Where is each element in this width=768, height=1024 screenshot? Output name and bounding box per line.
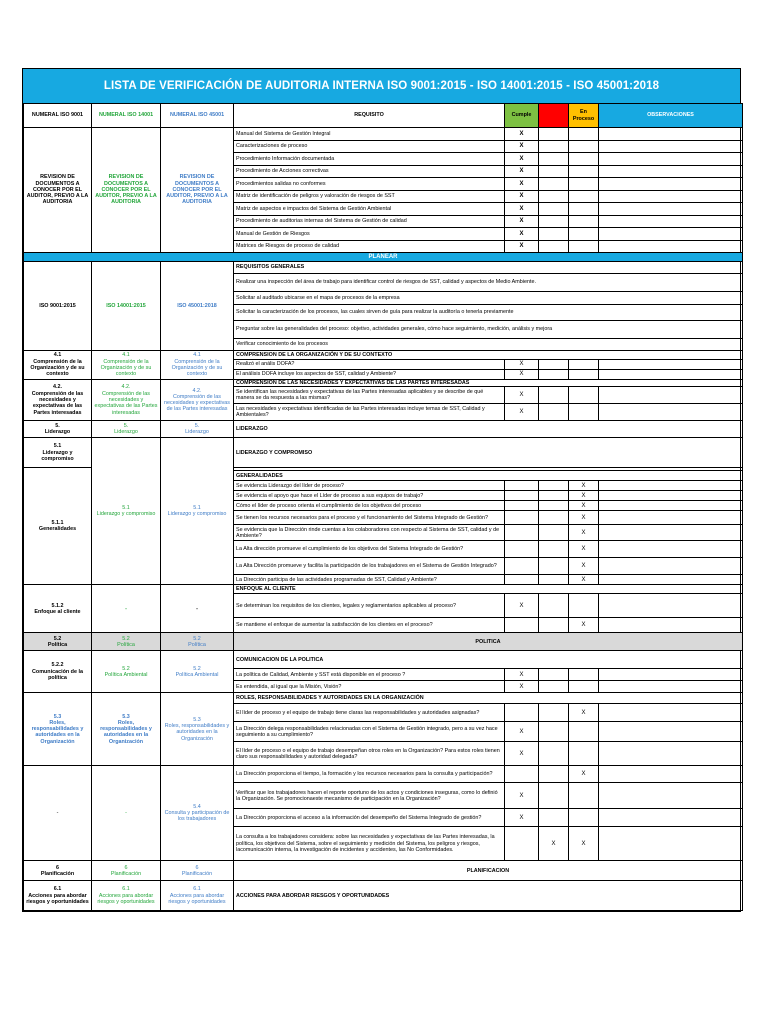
en-proceso-mark[interactable]: X xyxy=(569,481,599,491)
no-cumple-mark[interactable] xyxy=(539,618,569,633)
requisito-cell: Matrices de Riesgos de proceso de calidad xyxy=(234,240,505,253)
cumple-mark[interactable] xyxy=(505,541,539,558)
no-cumple-mark[interactable] xyxy=(539,404,569,421)
no-cumple-mark[interactable] xyxy=(539,525,569,541)
requisito-cell: Cómo el líder de proceso orienta el cumplimiento de los objetivos del proceso xyxy=(234,501,505,511)
generales-14001-cell: ISO 14001:2015 xyxy=(92,262,161,351)
no-cumple-mark[interactable] xyxy=(539,240,569,253)
observaciones-cell[interactable] xyxy=(599,722,743,742)
requisito-cell: La Dirección proporciona el tiempo, la formación y los recursos necesarios para la consulta y participación? xyxy=(234,766,505,783)
en-proceso-mark[interactable]: X xyxy=(569,558,599,575)
cumple-mark[interactable]: X xyxy=(505,722,539,742)
cumple-mark[interactable]: X xyxy=(505,165,539,178)
com-politica-14001-cell: 5.2 Política Ambiental xyxy=(92,651,161,693)
requisito-cell: Se evidencia el apoyo que hace el Líder de proceso a sus equipos de trabajo? xyxy=(234,491,505,501)
requisito-cell: Procedimiento de Acciones correctivas xyxy=(234,165,505,178)
observaciones-cell[interactable] xyxy=(599,360,743,370)
observaciones-cell[interactable] xyxy=(599,215,743,228)
requisito-cell: La Dirección proporciona el acceso a la información del desempeño del Sistema Integrado de gestión? xyxy=(234,809,505,827)
cumple-mark[interactable] xyxy=(505,491,539,501)
section-heading: LIDERAZGO Y COMPROMISO xyxy=(234,438,743,468)
consulta-9001-cell: - xyxy=(24,766,92,861)
section-heading: REQUISITOS GENERALES xyxy=(234,262,743,274)
en-proceso-mark[interactable] xyxy=(569,153,599,166)
observaciones-cell[interactable] xyxy=(599,618,743,633)
section-heading: COMUNICACION DE LA POLITICA xyxy=(234,651,743,669)
observaciones-cell[interactable] xyxy=(599,742,743,766)
no-cumple-mark[interactable] xyxy=(539,511,569,525)
cumple-mark[interactable]: X xyxy=(505,370,539,380)
consulta-45001-cell: 5.4 Consulta y participación de los trabajadores xyxy=(161,766,234,861)
no-cumple-mark[interactable] xyxy=(539,153,569,166)
cumple-mark[interactable]: X xyxy=(505,190,539,203)
en-proceso-mark[interactable]: X xyxy=(569,704,599,722)
no-cumple-header: No Cumple xyxy=(539,104,569,128)
cliente-45001-cell: - xyxy=(161,585,234,633)
numeral-9001-header: NUMERAL ISO 9001 xyxy=(24,104,92,128)
no-cumple-mark[interactable] xyxy=(539,558,569,575)
en-proceso-mark[interactable]: X xyxy=(569,766,599,783)
requisito-cell: Se identifican las necesidades y expectativas de las Partes interesadas aplicables y se describe de qué manera se da respuesta a las mismas? xyxy=(234,387,505,404)
header-row xyxy=(24,104,743,128)
en-proceso-mark[interactable] xyxy=(569,360,599,370)
observaciones-cell[interactable] xyxy=(599,240,743,253)
observaciones-cell[interactable] xyxy=(599,525,743,541)
requisito-cell: Es entendida, al igual que la Misión, Visión? xyxy=(234,681,505,693)
requisito-cell: Matriz de identificación de peligros y valoración de riesgos de SST xyxy=(234,190,505,203)
contexto-14001-cell: 4.1 Comprensión de la Organización y de su contexto xyxy=(92,351,161,380)
partes-9001-cell: 4.2. Comprensión de las necesidades y expectativas de las Partes interesadas xyxy=(24,380,92,421)
cumple-mark[interactable]: X xyxy=(505,228,539,241)
section-heading: ENFOQUE AL CLIENTE xyxy=(234,585,743,594)
observaciones-cell[interactable] xyxy=(599,575,743,585)
requisito-cell: Manual del Sistema de Gestión Integral xyxy=(234,128,505,141)
politica-14001-cell: 5.2 Política xyxy=(92,633,161,651)
en-proceso-mark[interactable]: X xyxy=(569,618,599,633)
section-heading: COMPRENSION DE LA ORGANIZACIÓN Y DE SU CONTEXTO xyxy=(234,351,743,360)
generales-9001-cell: ISO 9001:2015 xyxy=(24,262,92,351)
liderazgo-45001-cell: 5. Liderazgo xyxy=(161,421,234,438)
requisito-cell: Solicitar al auditado ubicarse en el mapa de procesos de la empresa xyxy=(234,292,743,305)
requisito-cell: La Alta Dirección promueve y facilita la participación de los trabajadores en el Sistema de Gestión Integrado? xyxy=(234,558,505,575)
section-heading: LIDERAZGO xyxy=(234,421,743,438)
table-row xyxy=(24,861,743,881)
en-proceso-mark[interactable] xyxy=(569,681,599,693)
document-title: LISTA DE VERIFICACIÓN DE AUDITORIA INTERNA ISO 9001:2015 - ISO 14001:2015 - ISO 45001:2018 xyxy=(23,69,740,103)
planificacion-9001-cell: 6 Planificación xyxy=(24,861,92,881)
observaciones-cell[interactable] xyxy=(599,501,743,511)
requisito-cell: Verificar conocimiento de los procesos xyxy=(234,339,743,351)
planear-row xyxy=(24,253,743,262)
cumple-mark[interactable] xyxy=(505,575,539,585)
politica-9001-cell: 5.2 Política xyxy=(24,633,92,651)
no-cumple-mark[interactable] xyxy=(539,491,569,501)
no-cumple-mark[interactable] xyxy=(539,742,569,766)
observaciones-cell[interactable] xyxy=(599,370,743,380)
requisito-cell: El líder de proceso y el equipo de trabajo tiene claras las responsabilidades y autoridades asignadas? xyxy=(234,704,505,722)
cumple-mark[interactable] xyxy=(505,827,539,861)
observaciones-cell[interactable] xyxy=(599,594,743,618)
revision-14001-cell: REVISION DE DOCUMENTOS A CONOCER POR EL AUDITOR, PREVIO A LA AUDITORIA xyxy=(92,128,161,253)
table-row xyxy=(24,438,743,468)
en-proceso-header: En Proceso xyxy=(569,104,599,128)
requisito-header: REQUISITO xyxy=(234,104,505,128)
no-cumple-mark[interactable] xyxy=(539,140,569,153)
contexto-45001-cell: 4.1 Comprensión de la Organización y de su contexto xyxy=(161,351,234,380)
table-row xyxy=(24,633,743,651)
cumple-mark[interactable] xyxy=(505,618,539,633)
requisito-cell: La consulta a los trabajadores considera: sobre las necesidades y expectativas de las Partes interesadas, la política, los objetivos del Sistema, sobre el seguimiento y medición del Sistema, los peligros y riesgos, lacomunicación interna, la investigación de incidentes y accidentes, las No Conformidades. xyxy=(234,827,505,861)
observaciones-cell[interactable] xyxy=(599,228,743,241)
no-cumple-mark[interactable] xyxy=(539,360,569,370)
en-proceso-mark[interactable] xyxy=(569,215,599,228)
en-proceso-mark[interactable]: X xyxy=(569,525,599,541)
en-proceso-mark[interactable] xyxy=(569,190,599,203)
roles-45001-cell: 5.3 Roles, responsabilidades y autoridades en la Organización xyxy=(161,693,234,766)
cumple-mark[interactable]: X xyxy=(505,128,539,141)
requisito-cell: Realizó el anális DOFA? xyxy=(234,360,505,370)
table-row xyxy=(24,766,743,783)
no-cumple-mark[interactable]: X xyxy=(539,827,569,861)
cumple-mark[interactable] xyxy=(505,525,539,541)
cliente-9001-cell: 5.1.2 Enfoque al cliente xyxy=(24,585,92,633)
en-proceso-mark[interactable] xyxy=(569,809,599,827)
roles-14001-cell: 5.3 Roles, responsabilidades y autoridades en la Organización xyxy=(92,693,161,766)
no-cumple-mark[interactable] xyxy=(539,203,569,216)
en-proceso-mark[interactable] xyxy=(569,594,599,618)
observaciones-cell[interactable] xyxy=(599,681,743,693)
politica-45001-cell: 5.2 Política xyxy=(161,633,234,651)
cumple-mark[interactable] xyxy=(505,481,539,491)
requisito-cell: Verificar que los trabajadores hacen el reporte oportuno de los actos y condiciones inseguras, como lo definió la Organización. Se promocionaeste mecanismo de participación en la Organización? xyxy=(234,783,505,809)
observaciones-cell[interactable] xyxy=(599,140,743,153)
observaciones-cell[interactable] xyxy=(599,827,743,861)
checklist-table xyxy=(23,103,743,911)
observaciones-cell[interactable] xyxy=(599,481,743,491)
observaciones-cell[interactable] xyxy=(599,203,743,216)
no-cumple-mark[interactable] xyxy=(539,387,569,404)
partes-45001-cell: 4.2. Comprensión de las necesidades y expectativas de las Partes interesadas xyxy=(161,380,234,421)
observaciones-cell[interactable] xyxy=(599,704,743,722)
cumple-mark[interactable] xyxy=(505,766,539,783)
table-row xyxy=(24,351,743,360)
requisito-cell: Procedimiento de auditorias internas del Sistema de Gestión de calidad xyxy=(234,215,505,228)
section-heading: GENERALIDADES xyxy=(234,471,743,481)
cumple-mark[interactable]: X xyxy=(505,742,539,766)
observaciones-cell[interactable] xyxy=(599,404,743,421)
en-proceso-mark[interactable] xyxy=(569,203,599,216)
cumple-mark[interactable]: X xyxy=(505,215,539,228)
no-cumple-mark[interactable] xyxy=(539,783,569,809)
no-cumple-mark[interactable] xyxy=(539,541,569,558)
acciones-45001-cell: 6.1 Acciones para abordar riesgos y oportunidades xyxy=(161,881,234,911)
observaciones-cell[interactable] xyxy=(599,153,743,166)
generales-45001-cell: ISO 45001:2018 xyxy=(161,262,234,351)
cumple-mark[interactable] xyxy=(505,704,539,722)
cumple-mark[interactable] xyxy=(505,558,539,575)
observaciones-cell[interactable] xyxy=(599,190,743,203)
en-proceso-mark[interactable] xyxy=(569,128,599,141)
observaciones-cell[interactable] xyxy=(599,783,743,809)
en-proceso-mark[interactable] xyxy=(569,178,599,191)
no-cumple-mark[interactable] xyxy=(539,190,569,203)
en-proceso-mark[interactable] xyxy=(569,370,599,380)
observaciones-header: OBSERVACIONES xyxy=(599,104,743,128)
requisito-cell: Se mantiene el enfoque de aumentar la satisfacción de los clientes en el proceso? xyxy=(234,618,505,633)
section-heading: ROLES, RESPONSABILIDADES Y AUTORIDADES EN LA ORGANIZACIÓN xyxy=(234,693,743,704)
requisito-cell: Se determinan los requisitos de los clientes, legales y reglamentarios aplicables al proceso? xyxy=(234,594,505,618)
en-proceso-mark[interactable]: X xyxy=(569,541,599,558)
numeral-45001-header: NUMERAL ISO 45001 xyxy=(161,104,234,128)
requisito-cell: La Dirección participa de las actividades programadas de SST, Calidad y Ambiente? xyxy=(234,575,505,585)
no-cumple-mark[interactable] xyxy=(539,809,569,827)
cumple-mark[interactable] xyxy=(505,511,539,525)
observaciones-cell[interactable] xyxy=(599,541,743,558)
generalidades-14001-cell: 5.1 Liderazgo y compromiso xyxy=(92,438,161,585)
no-cumple-mark[interactable] xyxy=(539,594,569,618)
requisito-cell: El líder de proceso o el equipo de trabajo desempeñan otros roles en la Organización? Para estos roles tienen claro sus responsabilidades y autoridad delegada? xyxy=(234,742,505,766)
contexto-9001-cell: 4.1 Comprensión de la Organización y de su contexto xyxy=(24,351,92,380)
cumple-mark[interactable]: X xyxy=(505,203,539,216)
requisito-cell: La política de Calidad, Ambiente y SST está disponible en el proceso ? xyxy=(234,669,505,681)
liderazgo-9001-cell: 5. Liderazgo xyxy=(24,421,92,438)
no-cumple-mark[interactable] xyxy=(539,228,569,241)
com-politica-45001-cell: 5.2 Política Ambiental xyxy=(161,651,234,693)
cumple-mark[interactable]: X xyxy=(505,594,539,618)
com-politica-9001-cell: 5.2.2 Comunicación de la política xyxy=(24,651,92,693)
en-proceso-mark[interactable] xyxy=(569,165,599,178)
acciones-14001-cell: 6.1 Acciones para abordar riesgos y oportunidades xyxy=(92,881,161,911)
checklist-sheet xyxy=(22,68,741,912)
table-row xyxy=(24,651,743,669)
requisito-cell: La Dirección delega responsabilidades relacionadas con el Sistema de Gestión integrado, pero a su vez hace seguimiento a su cumplimiento? xyxy=(234,722,505,742)
observaciones-cell[interactable] xyxy=(599,558,743,575)
requisito-cell: Caracterizaciones de proceso xyxy=(234,140,505,153)
revision-45001-cell: REVISION DE DOCUMENTOS A CONOCER POR EL AUDITOR, PREVIO A LA AUDITORIA xyxy=(161,128,234,253)
cumple-mark[interactable]: X xyxy=(505,153,539,166)
cumple-mark[interactable]: X xyxy=(505,669,539,681)
no-cumple-mark[interactable] xyxy=(539,766,569,783)
en-proceso-mark[interactable] xyxy=(569,669,599,681)
requisito-cell: Se evidencia que la Dirección rinde cuentas a los colaboradores con respecto al Sistema de SST, calidad y de Ambiente? xyxy=(234,525,505,541)
en-proceso-mark[interactable] xyxy=(569,742,599,766)
consulta-14001-cell: - xyxy=(92,766,161,861)
cumple-header: Cumple xyxy=(505,104,539,128)
table-row xyxy=(24,380,743,387)
acciones-9001-cell: 6.1 Acciones para abordar riesgos y oportunidades xyxy=(24,881,92,911)
observaciones-cell[interactable] xyxy=(599,491,743,501)
partes-14001-cell: 4.2. Comprensión de las necesidades y expectativas de las Partes interesadas xyxy=(92,380,161,421)
cumple-mark[interactable]: X xyxy=(505,360,539,370)
table-row xyxy=(24,128,743,141)
observaciones-cell[interactable] xyxy=(599,511,743,525)
table-row xyxy=(24,693,743,704)
cumple-mark[interactable]: X xyxy=(505,681,539,693)
cumple-mark[interactable]: X xyxy=(505,240,539,253)
planear-band: PLANEAR xyxy=(24,253,743,262)
no-cumple-mark[interactable] xyxy=(539,501,569,511)
requisito-cell: El análisis DOFA incluye los aspectos de SST, calidad y Ambiente? xyxy=(234,370,505,380)
requisito-cell: Se evidencia Liderazgo del líder de proceso? xyxy=(234,481,505,491)
cliente-14001-cell: - xyxy=(92,585,161,633)
en-proceso-mark[interactable]: X xyxy=(569,575,599,585)
en-proceso-mark[interactable] xyxy=(569,240,599,253)
observaciones-cell[interactable] xyxy=(599,809,743,827)
requisito-cell: Matriz de aspectos e impactos del Sistema de Gestión Ambiental xyxy=(234,203,505,216)
en-proceso-mark[interactable] xyxy=(569,228,599,241)
requisito-cell: Solicitar la caracterización de los procesos, las cuales sirven de guía para realizar la auditoría o tenerla previamente xyxy=(234,305,743,321)
no-cumple-mark[interactable] xyxy=(539,669,569,681)
no-cumple-mark[interactable] xyxy=(539,178,569,191)
en-proceso-mark[interactable]: X xyxy=(569,491,599,501)
section-heading: COMPRENSION DE LAS NECESIDADES Y EXPECTATIVAS DE LAS PARTES INTERESADAS xyxy=(234,380,743,387)
en-proceso-mark[interactable] xyxy=(569,722,599,742)
no-cumple-mark[interactable] xyxy=(539,575,569,585)
section-heading: PLANIFICACION xyxy=(234,861,743,881)
numeral-14001-header: NUMERAL ISO 14001 xyxy=(92,104,161,128)
observaciones-cell[interactable] xyxy=(599,165,743,178)
requisito-cell: Procedimiento Información documentada xyxy=(234,153,505,166)
roles-9001-cell: 5.3 Roles, responsabilidades y autoridades en la Organización xyxy=(24,693,92,766)
requisito-cell: Preguntar sobre las generalidades del proceso: objetivo, actividades generales, cómo hace seguimiento, medición, análisis y mejora xyxy=(234,321,743,339)
cumple-mark[interactable]: X xyxy=(505,140,539,153)
revision-9001-cell: REVISION DE DOCUMENTOS A CONOCER POR EL AUDITOR, PREVIO A LA AUDITORIA xyxy=(24,128,92,253)
observaciones-cell[interactable] xyxy=(599,178,743,191)
no-cumple-mark[interactable] xyxy=(539,722,569,742)
section-heading: ACCIONES PARA ABORDAR RIESGOS Y OPORTUNIDADES xyxy=(234,881,743,911)
observaciones-cell[interactable] xyxy=(599,669,743,681)
section-heading: POLITICA xyxy=(234,633,743,651)
observaciones-cell[interactable] xyxy=(599,766,743,783)
no-cumple-mark[interactable] xyxy=(539,481,569,491)
requisito-cell: La Alta dirección promueve el cumplimiento de los objetivos del Sistema Integrado de Gestión? xyxy=(234,541,505,558)
lid-comp-9001-cell: 5.1 Liderazgo y compromiso xyxy=(24,438,92,468)
cumple-mark[interactable]: X xyxy=(505,178,539,191)
en-proceso-mark[interactable] xyxy=(569,783,599,809)
liderazgo-14001-cell: 5. Liderazgo xyxy=(92,421,161,438)
table-row xyxy=(24,881,743,911)
en-proceso-mark[interactable] xyxy=(569,404,599,421)
no-cumple-mark[interactable] xyxy=(539,215,569,228)
table-row xyxy=(24,262,743,274)
generalidades-45001-cell: 5.1 Liderazgo y compromiso xyxy=(161,438,234,585)
requisito-cell: Manual de Gestión de Riesgos xyxy=(234,228,505,241)
requisito-cell: Realizar una inspección del área de trabajo para identificar control de riesgos de SST, calidad y aspectos de Medio Ambiente. xyxy=(234,274,743,292)
observaciones-cell[interactable] xyxy=(599,387,743,404)
table-row xyxy=(24,585,743,594)
cumple-mark[interactable] xyxy=(505,501,539,511)
no-cumple-mark[interactable] xyxy=(539,128,569,141)
planificacion-14001-cell: 6 Planificación xyxy=(92,861,161,881)
requisito-cell: Las necesidades y expectativas identificadas de las Partes interesadas incluye temas de SST, Calidad y Ambientales? xyxy=(234,404,505,421)
no-cumple-mark[interactable] xyxy=(539,370,569,380)
no-cumple-mark[interactable] xyxy=(539,165,569,178)
en-proceso-mark[interactable] xyxy=(569,387,599,404)
cumple-mark[interactable]: X xyxy=(505,387,539,404)
no-cumple-mark[interactable] xyxy=(539,681,569,693)
en-proceso-mark[interactable]: X xyxy=(569,511,599,525)
en-proceso-mark[interactable]: X xyxy=(569,501,599,511)
cumple-mark[interactable]: X xyxy=(505,783,539,809)
en-proceso-mark[interactable]: X xyxy=(569,827,599,861)
generalidades-9001-cell: 5.1.1 Generalidades xyxy=(24,468,92,585)
requisito-cell: Se tienen los recursos necesarios para el proceso y el funcionamiento del Sistema Integrado de Gestión? xyxy=(234,511,505,525)
no-cumple-mark[interactable] xyxy=(539,704,569,722)
cumple-mark[interactable]: X xyxy=(505,809,539,827)
cumple-mark[interactable]: X xyxy=(505,404,539,421)
observaciones-cell[interactable] xyxy=(599,128,743,141)
table-row xyxy=(24,421,743,438)
requisito-cell: Procedimientos salidas no conformes xyxy=(234,178,505,191)
en-proceso-mark[interactable] xyxy=(569,140,599,153)
planificacion-45001-cell: 6 Planificación xyxy=(161,861,234,881)
